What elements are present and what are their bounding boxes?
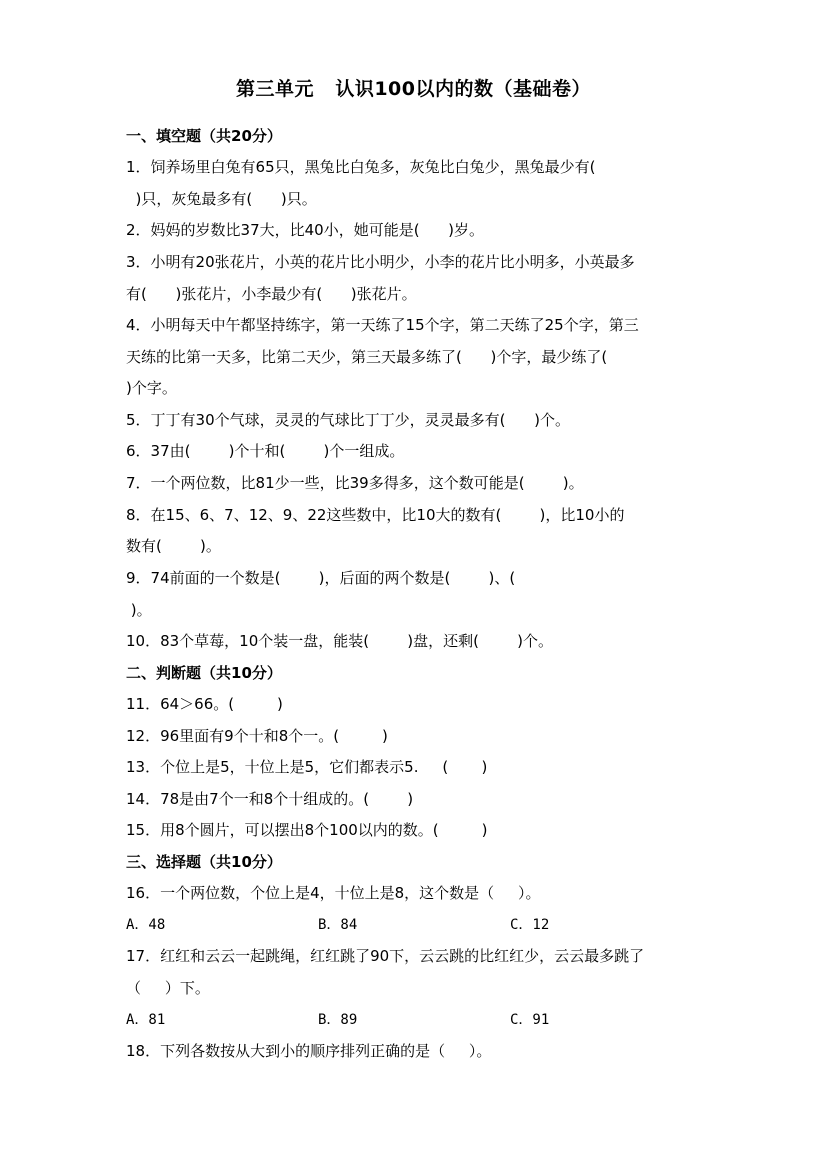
question-12: 12．96里面有9个十和8个一。( ) [126, 727, 388, 745]
page-title: 第三单元 认识100以内的数（基础卷） [235, 78, 591, 100]
question-17-option-b: B．89 [318, 1012, 358, 1028]
question-2: 2．妈妈的岁数比37大，比40小，她可能是( )岁。 [126, 221, 485, 239]
question-8-line-2: 数有( )。 [126, 537, 221, 555]
question-4-line-2: 天练的比第一天多，比第二天少，第三天最多练了( )个字，最少练了( [126, 348, 608, 366]
question-16-option-b: B．84 [318, 917, 358, 933]
question-16-option-a: A．48 [126, 917, 166, 933]
question-18: 18．下列各数按从大到小的顺序排列正确的是（ ）。 [126, 1042, 492, 1060]
question-10: 10．83个草莓，10个装一盘，能装( )盘，还剩( )个。 [126, 632, 553, 650]
question-5: 5．丁丁有30个气球，灵灵的气球比丁丁少，灵灵最多有( )个。 [126, 411, 570, 429]
question-17-option-c: C．91 [510, 1012, 550, 1028]
question-1-line-2: )只，灰兔最多有( )只。 [126, 190, 317, 208]
question-3-line-2: 有( )张花片，小李最少有( )张花片。 [126, 285, 417, 303]
question-15: 15．用8个圆片，可以摆出8个100以内的数。( ) [126, 821, 488, 839]
question-9-line-2: )。 [126, 601, 152, 619]
question-14: 14．78是由7个一和8个十组成的。( ) [126, 790, 414, 808]
question-8-line-1: 8．在15、6、7、12、9、22这些数中，比10大的数有( )，比10小的 [126, 506, 625, 524]
question-17-option-a: A．81 [126, 1012, 166, 1028]
question-16: 16．一个两位数，个位上是4，十位上是8，这个数是（ ）。 [126, 884, 541, 902]
section-heading-fill: 一、填空题（共20分） [126, 127, 282, 145]
question-11: 11．64＞66。( ) [126, 695, 283, 713]
question-16-option-c: C．12 [510, 917, 550, 933]
question-13: 13．个位上是5，十位上是5，它们都表示5. ( ) [126, 758, 488, 776]
question-6: 6．37由( )个十和( )个一组成。 [126, 442, 405, 460]
section-heading-choice: 三、选择题（共10分） [126, 853, 282, 871]
question-9-line-1: 9．74前面的一个数是( )，后面的两个数是( )、( [126, 569, 516, 587]
question-4-line-1: 4．小明每天中午都坚持练字，第一天练了15个字，第二天练了25个字，第三 [126, 316, 639, 334]
question-7: 7．一个两位数，比81少一些，比39多得多，这个数可能是( )。 [126, 474, 584, 492]
section-heading-judge: 二、判断题（共10分） [126, 664, 282, 682]
question-4-line-3: )个字。 [126, 379, 177, 397]
question-3-line-1: 3．小明有20张花片，小英的花片比小明少，小李的花片比小明多，小英最多 [126, 253, 635, 271]
question-1-line-1: 1．饲养场里白兔有65只，黑兔比白兔多，灰兔比白兔少，黑兔最少有( [126, 158, 596, 176]
question-17-line-2: （ ）下。 [126, 979, 210, 997]
question-17-line-1: 17．红红和云云一起跳绳，红红跳了90下，云云跳的比红红少，云云最多跳了 [126, 947, 645, 965]
